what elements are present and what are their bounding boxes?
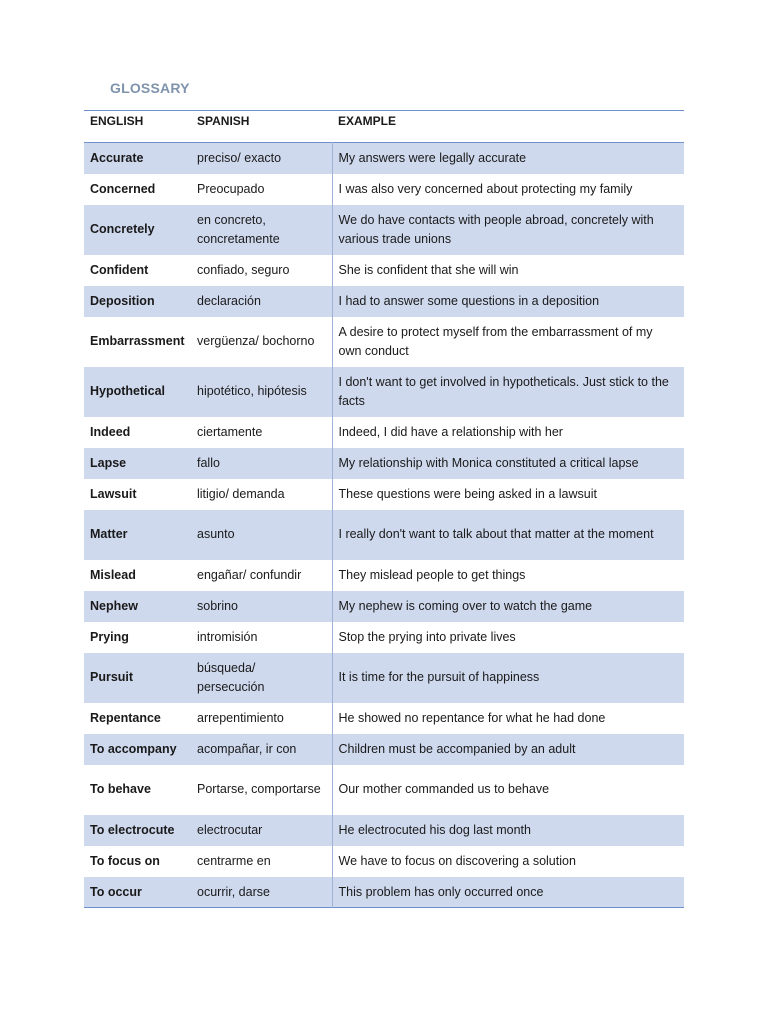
english-term: Confident: [90, 262, 149, 277]
table-row: [84, 703, 684, 734]
spanish-translation: búsqueda/ persecución: [191, 653, 332, 703]
example-sentence: Stop the prying into private lives: [338, 629, 516, 644]
english-term: Deposition: [84, 286, 191, 317]
table-row: [84, 255, 684, 286]
table-row: [84, 877, 684, 908]
example-sentence: I had to answer some questions in a deposition: [332, 286, 684, 317]
english-term: Embarrassment: [90, 334, 185, 349]
table-row: [84, 765, 684, 815]
english-term: Accurate: [84, 143, 191, 174]
example-sentence: Indeed, I did have a relationship with her: [338, 424, 563, 439]
column-header-spanish: SPANISH: [197, 114, 250, 128]
spanish-translation: fallo: [191, 448, 332, 479]
table-row: [84, 317, 684, 367]
example-sentence: My relationship with Monica constituted a critical lapse: [332, 448, 684, 479]
spanish-translation: engañar/ confundir: [191, 560, 332, 591]
table-row: [84, 417, 684, 448]
spanish-translation: centrarme en: [191, 846, 332, 877]
english-term: Concretely: [84, 205, 191, 255]
spanish-translation: acompañar, ir con: [191, 734, 332, 765]
example-sentence: I don't want to get involved in hypotheticals. Just stick to the facts: [332, 367, 684, 417]
example-sentence: My answers were legally accurate: [332, 143, 684, 174]
english-term: To electrocute: [84, 815, 191, 846]
example-sentence: We have to focus on discovering a solution: [338, 853, 576, 868]
english-term: Concerned: [90, 181, 156, 196]
table-row: [84, 591, 684, 622]
spanish-translation: vergüenza/ bochorno: [191, 317, 332, 367]
english-term: To accompany: [84, 734, 191, 765]
page-title: GLOSSARY: [110, 80, 190, 96]
table-row: [84, 174, 684, 205]
spanish-translation: hipotético, hipótesis: [191, 367, 332, 417]
table-row: [84, 815, 684, 846]
example-sentence: He electrocuted his dog last month: [332, 815, 684, 846]
english-term: To occur: [84, 877, 191, 908]
spanish-translation: arrepentimiento: [191, 703, 332, 734]
table-header-row: [84, 111, 684, 143]
table-row: [84, 448, 684, 479]
example-sentence: Our mother commanded us to behave: [338, 782, 550, 797]
example-sentence: This problem has only occurred once: [332, 877, 684, 908]
spanish-translation: ocurrir, darse: [191, 877, 332, 908]
example-sentence: A desire to protect myself from the embarrassment of my own conduct: [338, 325, 653, 358]
spanish-translation: ciertamente: [191, 417, 332, 448]
table-row: [84, 479, 684, 510]
english-term: Mislead: [90, 567, 136, 582]
table-row: [84, 653, 684, 703]
english-term: Nephew: [84, 591, 191, 622]
table-row: [84, 734, 684, 765]
spanish-translation: Portarse, comportarse: [191, 765, 332, 815]
table-row: [84, 367, 684, 417]
english-term: Lawsuit: [90, 486, 137, 501]
spanish-translation: electrocutar: [191, 815, 332, 846]
spanish-translation: declaración: [191, 286, 332, 317]
example-sentence: It is time for the pursuit of happiness: [332, 653, 684, 703]
example-sentence: Children must be accompanied by an adult: [332, 734, 684, 765]
english-term: Pursuit: [84, 653, 191, 703]
english-term: Repentance: [90, 710, 161, 725]
example-sentence: My nephew is coming over to watch the game: [332, 591, 684, 622]
english-term: Lapse: [84, 448, 191, 479]
english-term: Indeed: [90, 424, 131, 439]
example-sentence: She is confident that she will win: [338, 262, 519, 277]
column-header-example: EXAMPLE: [338, 114, 397, 128]
example-sentence: We do have contacts with people abroad, concretely with various trade unions: [332, 205, 684, 255]
spanish-translation: litigio/ demanda: [191, 479, 332, 510]
table-row: [84, 846, 684, 877]
spanish-translation: confiado, seguro: [191, 255, 332, 286]
table-row: [84, 143, 684, 174]
spanish-translation: en concreto, concretamente: [191, 205, 332, 255]
spanish-translation: intromisión: [191, 622, 332, 653]
example-sentence: He showed no repentance for what he had done: [338, 710, 606, 725]
english-term: Hypothetical: [84, 367, 191, 417]
table-row: [84, 205, 684, 255]
column-header-english: ENGLISH: [90, 114, 144, 128]
glossary-table: [84, 110, 684, 908]
table-row: [84, 560, 684, 591]
example-sentence: These questions were being asked in a lawsuit: [338, 486, 597, 501]
english-term: To behave: [90, 782, 151, 797]
spanish-translation: preciso/ exacto: [191, 143, 332, 174]
table-row: [84, 622, 684, 653]
table-row: [84, 510, 684, 560]
english-term: To focus on: [90, 853, 160, 868]
spanish-translation: asunto: [191, 510, 332, 560]
english-term: Matter: [84, 510, 191, 560]
example-sentence: I really don't want to talk about that matter at the moment: [332, 510, 684, 560]
table-row: [84, 286, 684, 317]
spanish-translation: Preocupado: [191, 174, 332, 205]
example-sentence: I was also very concerned about protecting my family: [338, 181, 633, 196]
english-term: Prying: [90, 629, 129, 644]
example-sentence: They mislead people to get things: [338, 567, 526, 582]
spanish-translation: sobrino: [191, 591, 332, 622]
